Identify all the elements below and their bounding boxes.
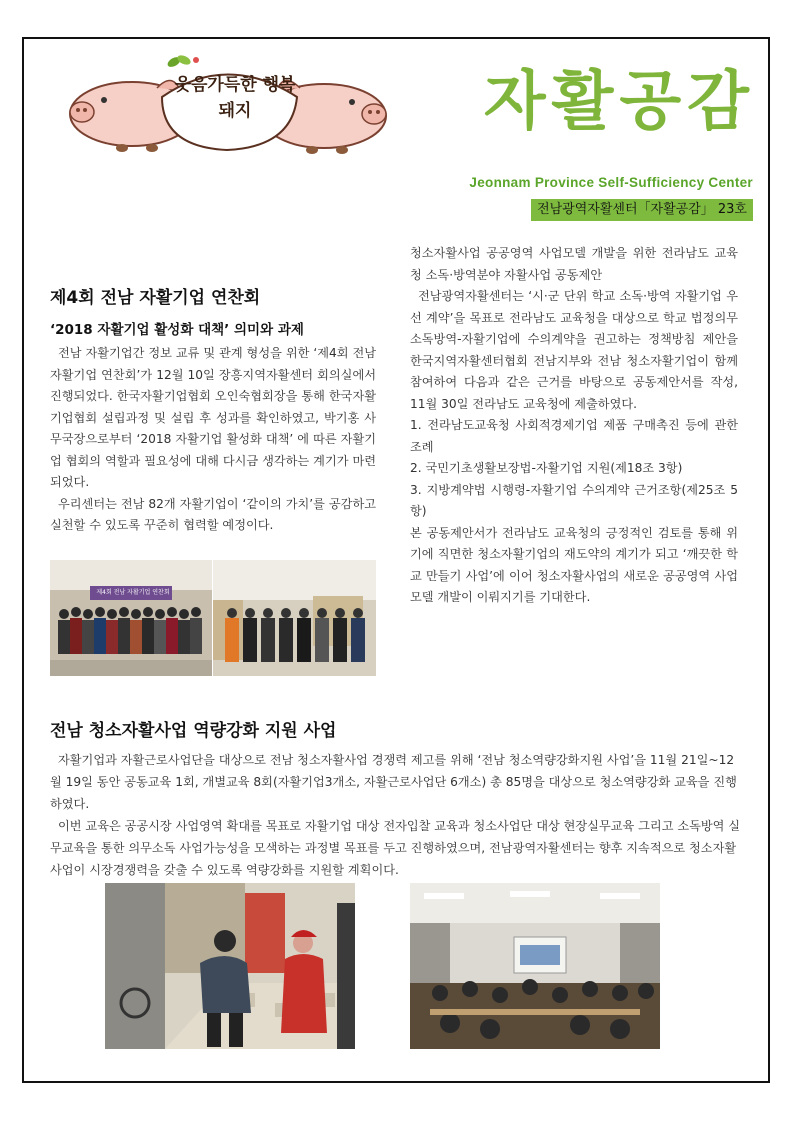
- issue-label: 전남광역자활센터「자활공감」 23호: [531, 199, 753, 221]
- event-banner-text: 제4회 전남 자활기업 연찬회: [96, 589, 170, 596]
- article1-body: [50, 343, 376, 537]
- proposal-paragraph: 전남광역자활센터는 ‘시·군 단위 학교 소독·방역 자활기업 우선 계약’을 목표로 전라남도 교육청을 대상으로 학교 법정의무 소독방역-자활기업에 수의계약을 권고하는 정책방침 제안을 한국지역자활센터협회 전남지부와 전남 청소자활기업이 함께 참여하여 다음과 같은 근거를 바탕으로 공동제안서를 작성, 11월 30일 전라남도 교육청에 제출하였다.: [410, 289, 738, 411]
- logo-text: 웃음가득한 행복돼지: [174, 75, 296, 121]
- article2-body: [50, 749, 744, 881]
- article2-paragraph: 이번 교육은 공공시장 사업영역 확대를 목표로 자활기업 대상 전자입찰 교육과 청소사업단 대상 현장실무교육 그리고 소독방역 실무교육을 통한 의무소독 사업가능성을 모색하는 과정별 목표를 두고 진행하였으며, 전남광역자활센터는 향후 지속적으로 청소자활사업이 시장경쟁력을 갖출 수 있도록 역량강화를 지원할 계획이다.: [50, 819, 741, 877]
- pig-logo: [62, 52, 392, 160]
- proposal-list-item: 1. 전라남도교육청 사회적경제기업 제품 구매촉진 등에 관한 조례: [410, 418, 738, 454]
- proposal-paragraph: 청소자활사업 공공영역 사업모델 개발을 위한 전라남도 교육청 소독·방역분야 자활사업 공동제안: [410, 246, 738, 282]
- classroom-training-photo: [410, 883, 660, 1049]
- proposal-paragraph: 본 공동제안서가 전라남도 교육청의 긍정적인 검토를 통해 위기에 직면한 청소자활기업의 재도약의 계기가 되고 ‘깨끗한 학교 만들기 사업’에 이어 청소자활사업의 새로운 공공영역 사업모델 개발이 이뤄지기를 기대한다.: [410, 525, 738, 604]
- right-column-body: [410, 243, 738, 609]
- field-training-photo: [105, 883, 355, 1049]
- article1-subtitle: ‘2018 자활기업 활성화 대책’ 의미와 과제: [50, 322, 304, 338]
- proposal-list-item: 2. 국민기초생활보장법-자활기업 지원(제18조 3항): [410, 461, 683, 475]
- meeting-photo: [213, 560, 376, 676]
- proposal-list-item: 3. 지방계약법 시행령-자활기업 수의계약 근거조항(제25조 5항): [410, 482, 738, 518]
- article1-paragraph: 전남 자활기업간 정보 교류 및 관계 형성을 위한 ‘제4회 전남 자활기업 연찬회’가 12월 10일 장흥지역자활센터 회의실에서 진행되었다. 한국자활기업협회 오인숙협회장을 통해 한국자활기업협회 설립과정 및 설립 후 성과를 확인하였고, 박기홍 사무국장으로부터 ‘2018 자활기업 활성화 대책’ 에 따른 자활기업 협회의 역할과 필요성에 대해 다시금 생각하는 계기가 마련되었다.: [50, 346, 376, 489]
- center-name-en: Jeonnam Province Self-Sufficiency Center: [469, 175, 753, 190]
- event-group-photo: [50, 560, 212, 676]
- article2-paragraph: 자활기업과 자활근로사업단을 대상으로 전남 청소자활사업 경쟁력 제고를 위해 ‘전남 청소역량강화지원 사업’을 11월 21일~12월 19일 동안 공동교육 1회, 개별교육 8회(자활기업3개소, 자활근로사업단 6개소) 총 85명을 대상으로 청소역량강화 교육을 진행하였다.: [50, 753, 737, 811]
- article1-title: 제4회 전남 자활기업 연찬회: [50, 288, 261, 308]
- article1-paragraph: 우리센터는 전남 82개 자활기업이 ‘같이의 가치’를 공감하고 실천할 수 있도록 꾸준히 협력할 예정이다.: [50, 496, 376, 532]
- article2-title: 전남 청소자활사업 역량강화 지원 사업: [50, 721, 337, 741]
- masthead-title: 자활공감: [483, 64, 755, 139]
